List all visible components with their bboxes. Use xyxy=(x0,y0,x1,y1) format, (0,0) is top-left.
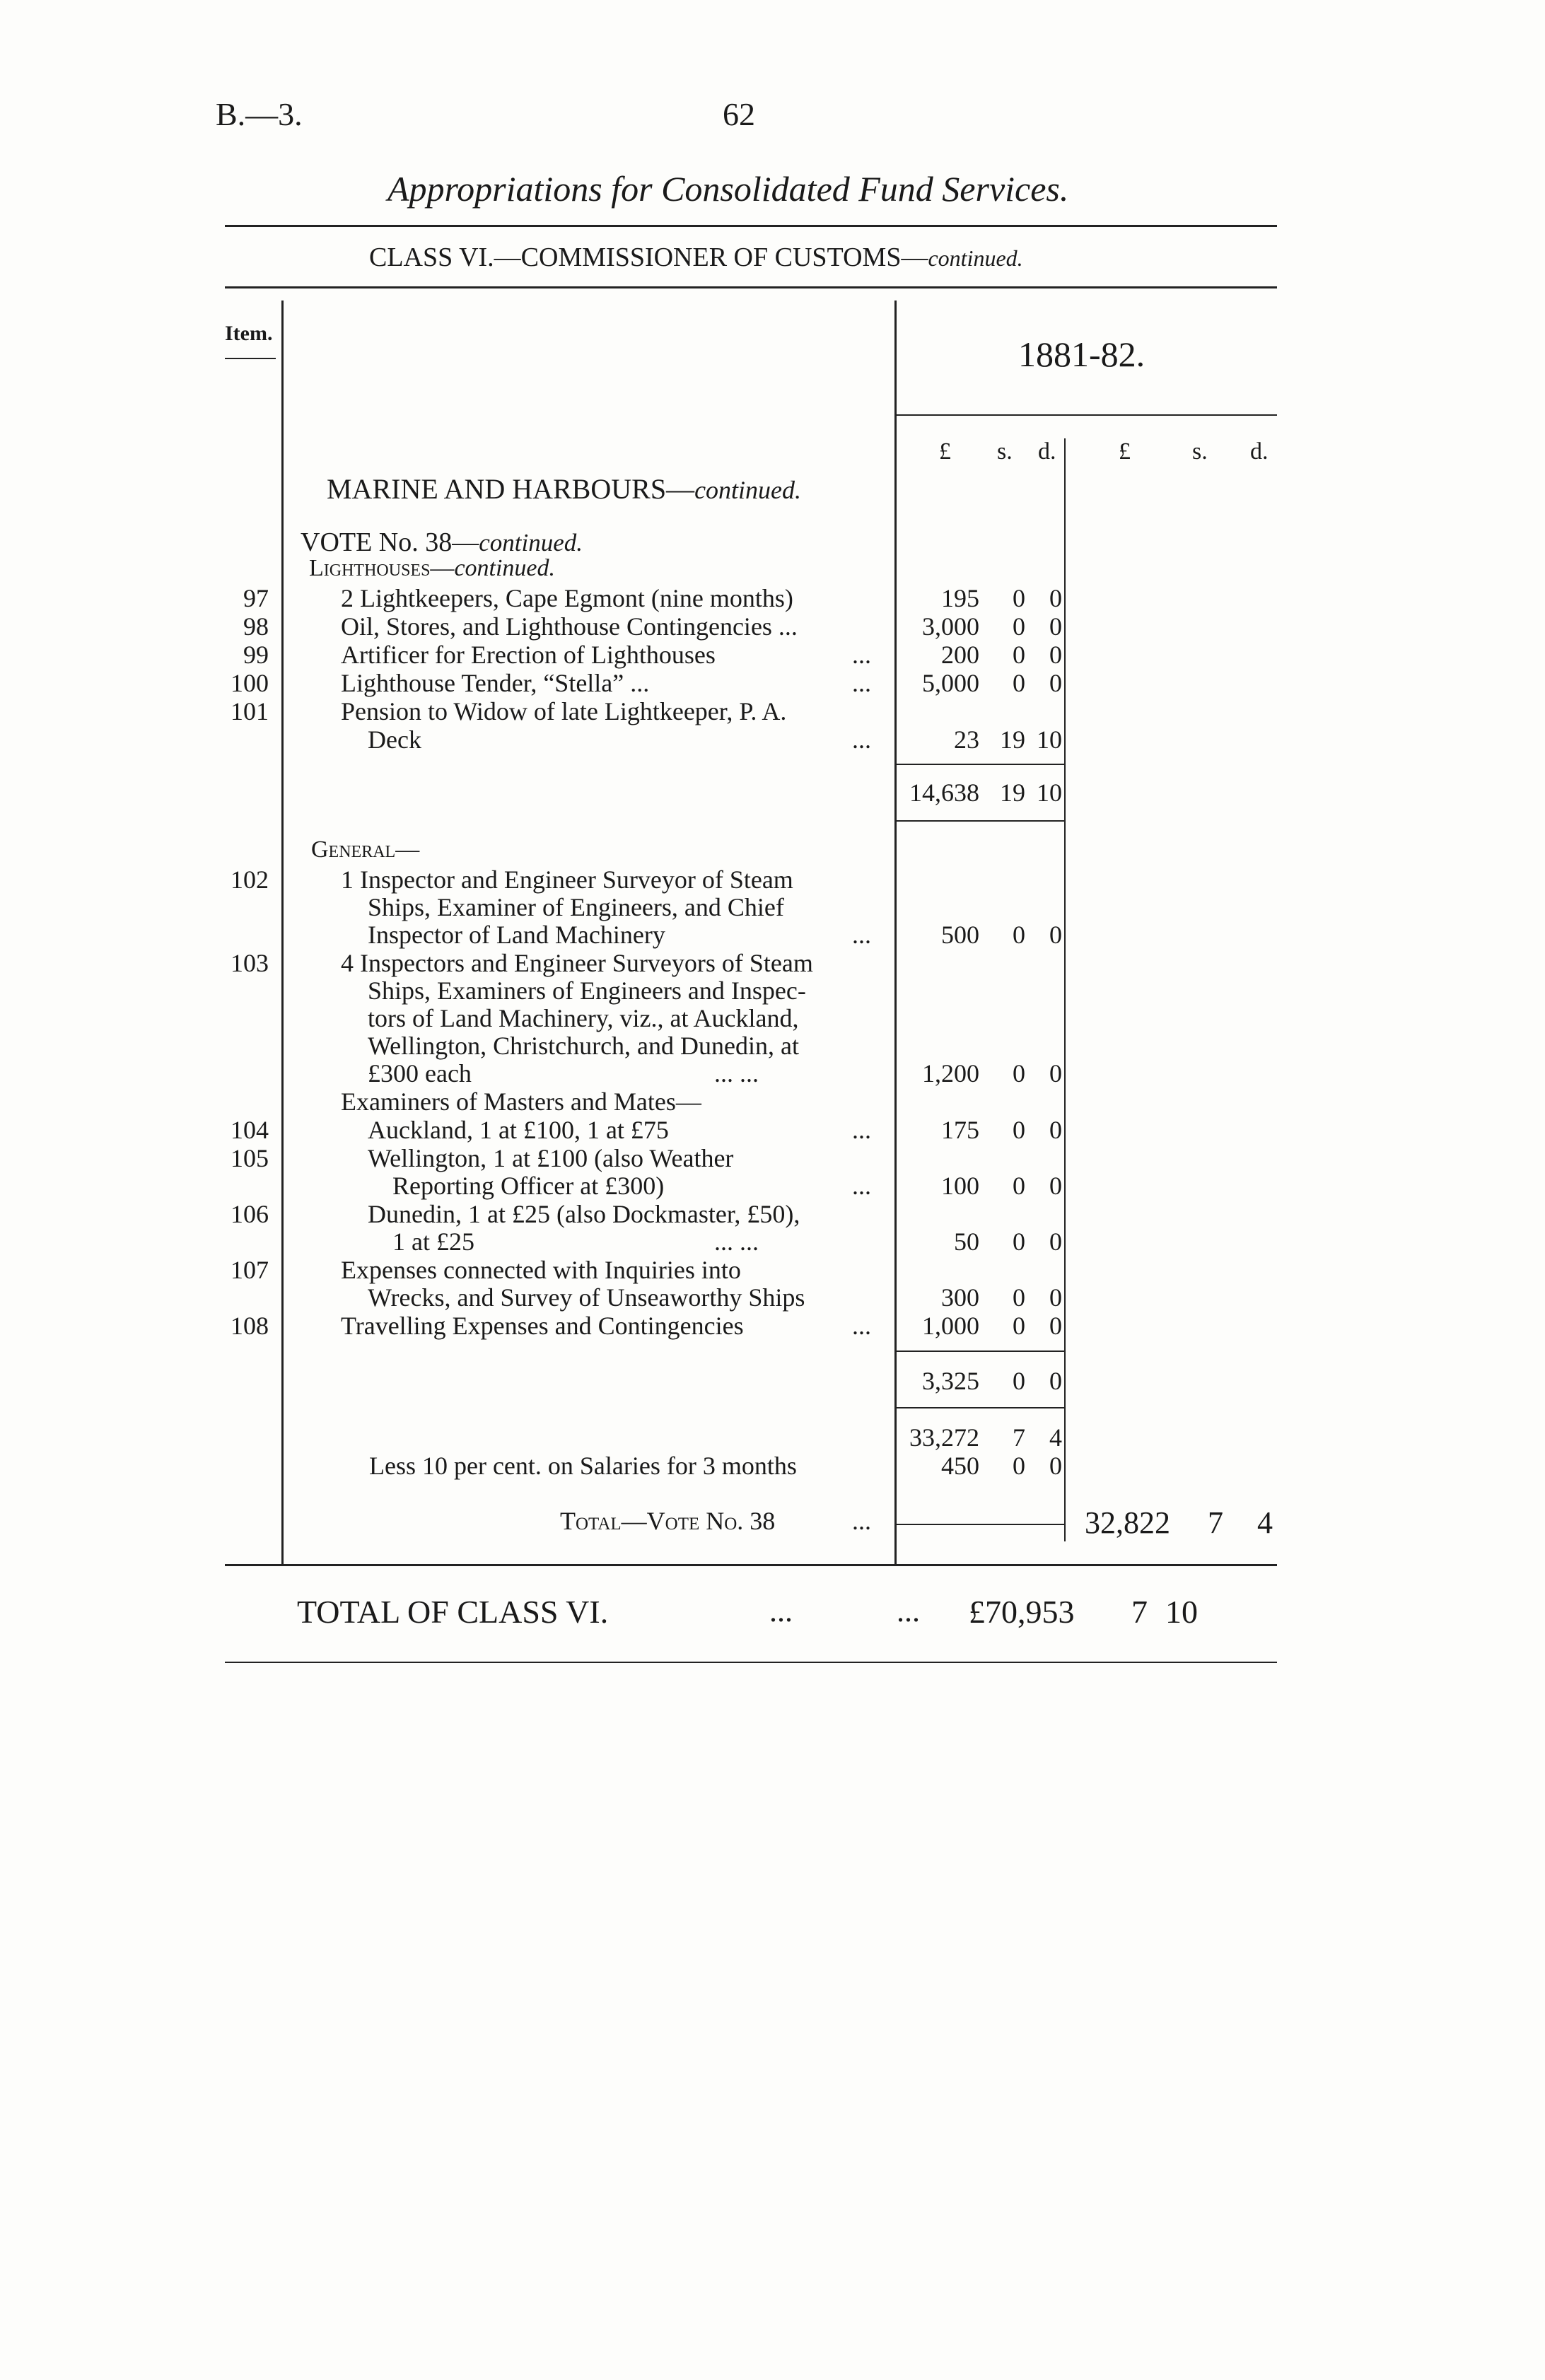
class-heading: CLASS VI.—COMMISSIONER OF CUSTOMS—continued. xyxy=(369,243,1023,272)
class-total-pence: 10 xyxy=(1165,1594,1198,1630)
pence-col-rule-a xyxy=(1064,438,1066,834)
item-description: 4 Inspectors and Engineer Surveyors of Steam xyxy=(341,949,813,977)
amount-shillings: 0 xyxy=(1013,641,1025,669)
item-number: 107 xyxy=(231,1256,269,1284)
total-rule xyxy=(897,1524,1065,1525)
amount-pence: 0 xyxy=(1049,669,1062,697)
amount-pence: 0 xyxy=(1049,641,1062,669)
amount-pence: 0 xyxy=(1049,921,1062,949)
subtotal-shillings: 19 xyxy=(1000,778,1025,807)
amount-pence: 0 xyxy=(1049,584,1062,612)
item-description: Ships, Examiner of Engineers, and Chief xyxy=(368,893,784,921)
subtotal-pence: 10 xyxy=(1037,778,1062,807)
amount-pounds: 195 xyxy=(941,584,979,612)
amount-pounds: 100 xyxy=(941,1172,979,1200)
item-description: Oil, Stores, and Lighthouse Contingencies ... xyxy=(341,612,798,641)
item-description: Lighthouse Tender, “Stella” ... xyxy=(341,669,650,697)
item-column-rule xyxy=(281,301,284,1566)
desc-column-rule xyxy=(894,301,897,1566)
item-number: 104 xyxy=(231,1116,269,1144)
item-description: 1 Inspector and Engineer Surveyor of Steam xyxy=(341,865,793,894)
gross-pounds: 33,272 xyxy=(909,1423,979,1452)
amount-pence: 0 xyxy=(1049,1172,1062,1200)
amount-pounds: 5,000 xyxy=(922,669,979,697)
amount-shillings: 0 xyxy=(1013,1059,1025,1087)
item-number: 103 xyxy=(231,949,269,977)
amount-pounds: 500 xyxy=(941,921,979,949)
item-description: Wellington, Christchurch, and Dunedin, at xyxy=(368,1032,799,1060)
leader-dots: ... xyxy=(852,1507,871,1535)
rule-top xyxy=(225,225,1277,227)
subtotal-pounds: 3,325 xyxy=(922,1367,979,1395)
total-vote-shillings: 7 xyxy=(1208,1505,1223,1540)
amount-shillings: 0 xyxy=(1013,1283,1025,1312)
item-description: Expenses connected with Inquiries into xyxy=(341,1256,741,1284)
leader-dots: ... xyxy=(852,641,871,669)
section-heading: MARINE AND HARBOURS—continued. xyxy=(327,473,802,505)
item-number: 100 xyxy=(231,669,269,697)
item-header-underline xyxy=(225,358,276,359)
item-number: 108 xyxy=(231,1312,269,1340)
rule-class xyxy=(225,286,1277,288)
leader-dots: ... xyxy=(852,1312,871,1340)
amount-shillings: 0 xyxy=(1013,1312,1025,1340)
class-total-amount: £70,953 xyxy=(969,1594,1075,1630)
amount-shillings: 19 xyxy=(1000,725,1025,754)
leader-dots: ... ... xyxy=(714,1227,759,1256)
item-description: 2 Lightkeepers, Cape Egmont (nine months) xyxy=(341,584,793,612)
less-shillings: 0 xyxy=(1013,1452,1025,1480)
subtotal-rule xyxy=(897,764,1065,765)
vote-heading: VOTE No. 38—continued. xyxy=(301,527,583,557)
leader-dots: ... xyxy=(852,921,871,949)
amount-pence: 0 xyxy=(1049,1059,1062,1087)
less-pence: 0 xyxy=(1049,1452,1062,1480)
leader-dots: ... xyxy=(852,725,871,754)
amount-pence: 0 xyxy=(1049,1312,1062,1340)
amount-pounds: 300 xyxy=(941,1283,979,1312)
item-column-header: Item. xyxy=(225,322,273,345)
amount-shillings: 0 xyxy=(1013,584,1025,612)
leader-dots: ... xyxy=(852,1172,871,1200)
item-description: Deck xyxy=(368,725,421,754)
amount-pence: 0 xyxy=(1049,1283,1062,1312)
subtotal-rule xyxy=(897,1351,1065,1352)
subtotal-pence: 0 xyxy=(1049,1367,1062,1395)
year-underline xyxy=(894,414,1277,416)
document-reference: B.—3. xyxy=(216,96,303,132)
rule-bottom xyxy=(225,1662,1277,1663)
leader-dots: ... xyxy=(897,1594,920,1628)
subtotal-shillings: 0 xyxy=(1013,1367,1025,1395)
item-description: Inspector of Land Machinery xyxy=(368,921,665,949)
pounds-header-1: £ xyxy=(939,438,951,465)
gross-shillings: 7 xyxy=(1013,1423,1025,1452)
subtotal-pounds: 14,638 xyxy=(909,778,979,807)
item-description: 1 at £25 xyxy=(392,1227,474,1256)
item-number: 97 xyxy=(243,584,269,612)
total-vote-label: Total—Vote No. 38 xyxy=(560,1507,776,1535)
item-description: Travelling Expenses and Contingencies xyxy=(341,1312,744,1340)
rule-total xyxy=(225,1564,1277,1566)
item-description: Pension to Widow of late Lightkeeper, P. A. xyxy=(341,697,787,725)
shillings-header-1: s. xyxy=(997,438,1013,465)
item-number: 99 xyxy=(243,641,269,669)
page-title: Appropriations for Consolidated Fund Services. xyxy=(387,169,1069,209)
leader-dots: ... ... xyxy=(714,1059,759,1087)
leader-dots: ... xyxy=(769,1594,793,1628)
leader-dots: ... xyxy=(852,1116,871,1144)
item-number: 98 xyxy=(243,612,269,641)
amount-shillings: 0 xyxy=(1013,1172,1025,1200)
item-description: £300 each xyxy=(368,1059,472,1087)
total-vote-pence: 4 xyxy=(1257,1505,1273,1540)
amount-shillings: 0 xyxy=(1013,1227,1025,1256)
item-description: Wellington, 1 at £100 (also Weather xyxy=(368,1144,734,1172)
page-number: 62 xyxy=(723,96,755,132)
leader-dots: ... xyxy=(852,669,871,697)
amount-pence: 0 xyxy=(1049,1227,1062,1256)
item-description: Reporting Officer at £300) xyxy=(392,1172,665,1200)
shillings-header-2: s. xyxy=(1192,438,1208,465)
amount-shillings: 0 xyxy=(1013,1116,1025,1144)
item-description: tors of Land Machinery, viz., at Auckland, xyxy=(368,1004,799,1032)
amount-shillings: 0 xyxy=(1013,669,1025,697)
item-description: Auckland, 1 at £100, 1 at £75 xyxy=(368,1116,669,1144)
item-number: 101 xyxy=(231,697,269,725)
pence-header-2: d. xyxy=(1250,438,1269,465)
amount-pounds: 1,000 xyxy=(922,1312,979,1340)
general-heading: General— xyxy=(311,836,420,863)
item-number: 102 xyxy=(231,865,269,894)
item-description: Ships, Examiners of Engineers and Inspec- xyxy=(368,976,806,1005)
year-header: 1881-82. xyxy=(1018,334,1145,374)
item-number: 105 xyxy=(231,1144,269,1172)
amount-shillings: 0 xyxy=(1013,921,1025,949)
total-vote-pounds: 32,822 xyxy=(1085,1505,1170,1540)
less-deduction-label: Less 10 per cent. on Salaries for 3 months xyxy=(369,1452,797,1480)
item-number: 106 xyxy=(231,1200,269,1228)
lighthouses-heading: Lighthouses—continued. xyxy=(309,555,556,581)
class-total-label: TOTAL OF CLASS VI. xyxy=(297,1594,609,1630)
amount-pence: 10 xyxy=(1037,725,1062,754)
item-description: Dunedin, 1 at £25 (also Dockmaster, £50), xyxy=(368,1200,800,1228)
subtotal-rule xyxy=(897,820,1065,822)
item-description: Wrecks, and Survey of Unseaworthy Ships xyxy=(368,1283,805,1312)
amount-pounds: 1,200 xyxy=(922,1059,979,1087)
amount-pounds: 50 xyxy=(954,1227,979,1256)
amount-pounds: 23 xyxy=(954,725,979,754)
less-pounds: 450 xyxy=(941,1452,979,1480)
amount-shillings: 0 xyxy=(1013,612,1025,641)
gross-pence: 4 xyxy=(1049,1423,1062,1452)
amount-pence: 0 xyxy=(1049,1116,1062,1144)
examiners-heading: Examiners of Masters and Mates— xyxy=(341,1087,701,1116)
amount-pence: 0 xyxy=(1049,612,1062,641)
pence-col-rule-b xyxy=(1064,834,1066,1541)
pounds-header-2: £ xyxy=(1119,438,1131,465)
amount-pounds: 3,000 xyxy=(922,612,979,641)
pence-header-1: d. xyxy=(1038,438,1056,465)
subtotal-rule xyxy=(897,1407,1065,1408)
amount-pounds: 175 xyxy=(941,1116,979,1144)
class-total-shillings: 7 xyxy=(1131,1594,1148,1630)
amount-pounds: 200 xyxy=(941,641,979,669)
item-description: Artificer for Erection of Lighthouses xyxy=(341,641,716,669)
